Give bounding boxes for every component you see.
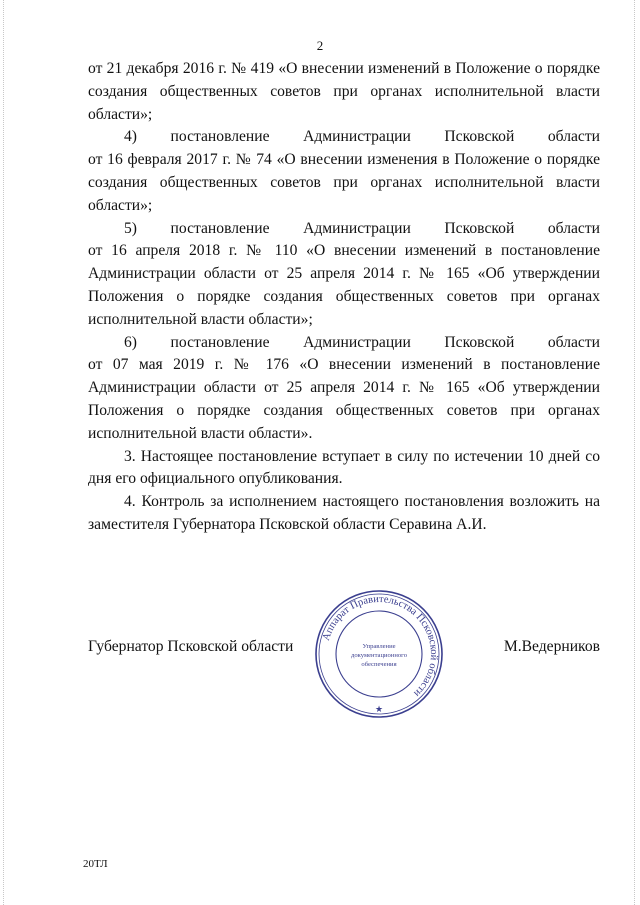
list-item-6-word: постановление <box>170 333 270 351</box>
list-item-4 <box>88 126 600 217</box>
footer-code: 20ТЛ <box>83 858 108 870</box>
list-item-6-word: Администрации <box>303 333 411 351</box>
list-item-5 <box>88 218 600 332</box>
list-item-4-text: от 16 февраля 2017 г. № 74 «О внесении изменения в Положение о порядке создания общественных советов при органах исполнительной власти области»; <box>88 151 600 214</box>
seal-outer-text: Аппарат Правительства Псковской области <box>320 593 440 699</box>
seal-inner-line-1: Управление <box>362 643 396 650</box>
list-item-6-text: от 07 мая 2019 г. № 176 «О внесении изменений в постановление Администрации области от 25 апреля 2014 г. № 165 «Об утверждении Положения о порядке создания общественных советов при органах исполнительной власти области». <box>88 356 600 442</box>
seal-ink <box>316 591 442 717</box>
list-item-4-head <box>88 126 600 149</box>
list-item-6 <box>88 332 600 446</box>
paragraph-4: 4. Контроль за исполнением настоящего постановления возложить на заместителя Губернатора Псковской области Серавина А.И. <box>88 493 600 533</box>
list-item-5-number: 5) <box>124 219 137 237</box>
paragraph-continuation: от 21 декабря 2016 г. № 419 «О внесении изменений в Положение о порядке создания общественных советов при органах исполнительной власти области»; <box>88 60 600 123</box>
seal-inner-line-3: обеспечения <box>361 661 397 668</box>
list-item-6-word: области <box>547 333 600 351</box>
list-item-4-word: области <box>547 128 600 146</box>
paragraph-3: 3. Настоящее постановление вступает в силу по истечении 10 дней со дня его официального опубликования. <box>88 447 600 488</box>
list-item-5-word: Псковской <box>444 219 515 237</box>
list-item-4-word: Администрации <box>303 128 411 146</box>
list-item-4-word: постановление <box>170 128 270 146</box>
official-seal <box>313 588 445 720</box>
list-item-4-word: Псковской <box>444 128 515 146</box>
list-item-4-number: 4) <box>124 128 137 146</box>
list-item-5-head <box>88 218 600 241</box>
seal-inner-line-2: документационного <box>350 652 408 659</box>
list-item-5-word: постановление <box>170 219 270 237</box>
scan-edge-left <box>3 0 6 905</box>
list-item-5-word: области <box>547 219 600 237</box>
list-item-5-word: Администрации <box>303 219 411 237</box>
list-item-6-word: Псковской <box>444 333 515 351</box>
document-body <box>88 58 600 537</box>
signatory-title: Губернатор Псковской области <box>88 638 294 655</box>
seal-star-icon: ★ <box>374 704 384 714</box>
list-item-5-text: от 16 апреля 2018 г. № 110 «О внесении изменений в постановление Администрации области от 25 апреля 2014 г. № 165 «Об утверждении Положения о порядке создания общественных советов при органах исполнительной власти области»; <box>88 242 600 328</box>
list-item-6-number: 6) <box>124 333 137 351</box>
signatory-name: М.Ведерников <box>503 638 600 655</box>
page-number: 2 <box>316 38 324 53</box>
list-item-6-head <box>88 332 600 355</box>
scan-edge-right <box>634 0 637 905</box>
